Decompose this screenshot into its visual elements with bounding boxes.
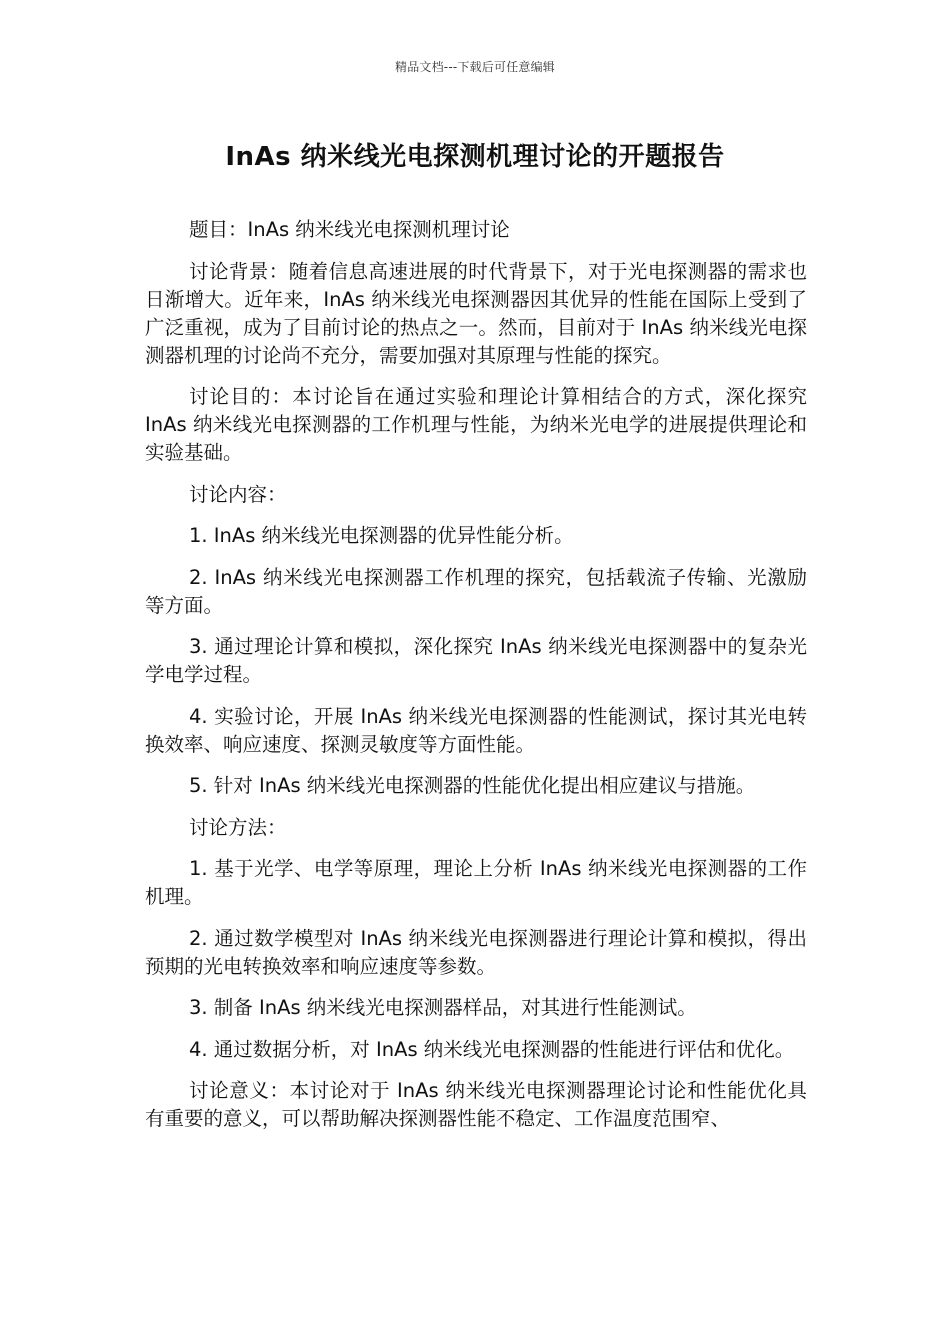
- paragraph-content-item-4: 4. 实验讨论，开展 InAs 纳米线光电探测器的性能测试，探讨其光电转换效率、响应速度、探测灵敏度等方面性能。: [145, 704, 807, 756]
- paragraph-topic: 题目：InAs 纳米线光电探测机理讨论: [189, 218, 510, 241]
- paragraph-background: 讨论背景：随着信息高速进展的时代背景下，对于光电探测器的需求也日渐增大。近年来，InAs 纳米线光电探测器因其优异的性能在国际上受到了广泛重视，成为了目前讨论的热点之一。然而，目前对于 InAs 纳米线光电探测器机理的讨论尚不充分，需要加强对其原理与性能的探究。: [145, 259, 807, 367]
- paragraph-content-item-1: 1. InAs 纳米线光电探测器的优异性能分析。: [189, 524, 574, 547]
- paragraph-method-item-2: 2. 通过数学模型对 InAs 纳米线光电探测器进行理论计算和模拟，得出预期的光电转换效率和响应速度等参数。: [145, 926, 807, 978]
- document-title: InAs 纳米线光电探测机理讨论的开题报告: [225, 142, 725, 172]
- paragraph-purpose: 讨论目的：本讨论旨在通过实验和理论计算相结合的方式，深化探究 InAs 纳米线光电探测器的工作机理与性能，为纳米光电学的进展提供理论和实验基础。: [145, 385, 807, 464]
- paragraph-content-item-2: 2. InAs 纳米线光电探测器工作机理的探究，包括载流子传输、光激励等方面。: [145, 565, 807, 617]
- paragraph-method-item-4: 4. 通过数据分析，对 InAs 纳米线光电探测器的性能进行评估和优化。: [189, 1037, 795, 1061]
- paragraph-content-heading: 讨论内容：: [189, 482, 287, 506]
- page-header-note: 精品文档---下载后可任意编辑: [395, 60, 555, 74]
- paragraph-significance: 讨论意义：本讨论对于 InAs 纳米线光电探测器理论讨论和性能优化具有重要的意义，可以帮助解决探测器性能不稳定、工作温度范围窄、: [145, 1079, 807, 1130]
- paragraph-method-heading: 讨论方法：: [189, 815, 287, 839]
- paragraph-content-item-5: 5. 针对 InAs 纳米线光电探测器的性能优化提出相应建议与措施。: [189, 774, 756, 797]
- document-body: [145, 216, 807, 1147]
- paragraph-method-item-1: 1. 基于光学、电学等原理，理论上分析 InAs 纳米线光电探测器的工作机理。: [145, 857, 807, 908]
- paragraph-content-item-3: 3. 通过理论计算和模拟，深化探究 InAs 纳米线光电探测器中的复杂光学电学过程。: [145, 635, 807, 686]
- paragraph-method-item-3: 3. 制备 InAs 纳米线光电探测器样品，对其进行性能测试。: [189, 996, 697, 1019]
